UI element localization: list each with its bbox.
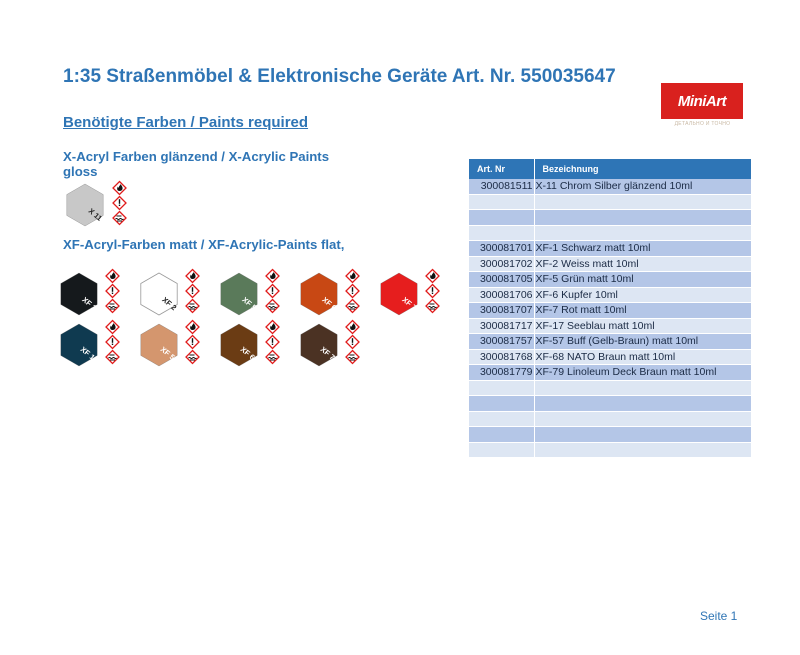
table-header-row xyxy=(469,159,751,179)
hazard-icons xyxy=(112,180,127,227)
paint-code-label: XF 79 xyxy=(318,344,340,365)
table-row xyxy=(469,241,751,257)
cell-bezeichnung xyxy=(534,380,751,396)
paint-chip xyxy=(137,272,181,316)
paints-required-heading: Benötigte Farben / Paints required xyxy=(63,114,309,131)
paint-code-label: XF 68 xyxy=(238,344,260,365)
paint-chip xyxy=(63,183,107,227)
cell-art-nr xyxy=(469,442,534,458)
flat-section-heading: XF-Acryl-Farben matt / XF-Acrylic-Paints flat, xyxy=(63,237,345,252)
paint-code-label: X 11 xyxy=(86,206,104,223)
cell-art-nr: 300081757 xyxy=(469,334,534,350)
paint-chip xyxy=(57,323,101,367)
cell-art-nr: 300081705 xyxy=(469,272,534,288)
page-number: Seite 1 xyxy=(700,609,738,623)
cell-art-nr: 300081779 xyxy=(469,365,534,381)
column-header-art-nr: Art. Nr xyxy=(469,159,534,179)
hazard-icons xyxy=(345,268,360,315)
table-row xyxy=(469,411,751,427)
gloss-section-heading: X-Acryl Farben glänzend / X-Acrylic Paints gloss xyxy=(63,149,330,179)
paint-chip xyxy=(297,272,341,316)
cell-art-nr xyxy=(469,210,534,226)
cell-art-nr xyxy=(469,396,534,412)
hazard-icons xyxy=(185,319,200,366)
paint-code-label: XF 17 xyxy=(78,344,100,365)
logo-subtext: ДЕТАЛЬНО И ТОЧНО xyxy=(674,121,731,127)
hazard-icons xyxy=(425,268,440,315)
table-row xyxy=(469,303,751,319)
table-row xyxy=(469,396,751,412)
hazard-icons xyxy=(105,319,120,366)
cell-bezeichnung: XF-79 Linoleum Deck Braun matt 10ml xyxy=(534,365,751,381)
cell-art-nr xyxy=(469,194,534,210)
table-row xyxy=(469,194,751,210)
cell-bezeichnung xyxy=(534,396,751,412)
table-row xyxy=(469,380,751,396)
cell-bezeichnung xyxy=(534,194,751,210)
hazard-icons xyxy=(105,268,120,315)
cell-art-nr xyxy=(469,411,534,427)
cell-art-nr: 300081717 xyxy=(469,318,534,334)
cell-bezeichnung: X-11 Chrom Silber glänzend 10ml xyxy=(534,179,751,194)
paint-chip xyxy=(137,323,181,367)
cell-art-nr: 300081702 xyxy=(469,256,534,272)
cell-bezeichnung xyxy=(534,411,751,427)
cell-art-nr: 300081768 xyxy=(469,349,534,365)
table-row xyxy=(469,225,751,241)
paint-code-label: XF 6 xyxy=(320,295,339,313)
cell-bezeichnung: XF-5 Grün matt 10ml xyxy=(534,272,751,288)
paint-code-label: XF 5 xyxy=(240,295,259,313)
page-title: 1:35 Straßenmöbel & Elektronische Geräte Art. Nr. 550035647 xyxy=(63,66,616,87)
paint-table xyxy=(469,159,752,458)
paint-code-label: XF 57 xyxy=(158,344,180,365)
cell-bezeichnung xyxy=(534,442,751,458)
table-row xyxy=(469,427,751,443)
paint-code-label: XF 2 xyxy=(160,295,179,313)
cell-art-nr xyxy=(469,225,534,241)
cell-art-nr: 300081511 xyxy=(469,179,534,194)
table-row xyxy=(469,256,751,272)
cell-art-nr xyxy=(469,380,534,396)
cell-art-nr: 300081706 xyxy=(469,287,534,303)
cell-bezeichnung: XF-1 Schwarz matt 10ml xyxy=(534,241,751,257)
cell-art-nr: 300081707 xyxy=(469,303,534,319)
paint-chip xyxy=(297,323,341,367)
cell-bezeichnung: XF-17 Seeblau matt 10ml xyxy=(534,318,751,334)
cell-bezeichnung: XF-2 Weiss matt 10ml xyxy=(534,256,751,272)
paint-code-label: XF 1 xyxy=(80,295,99,313)
hazard-icons xyxy=(265,268,280,315)
cell-bezeichnung xyxy=(534,225,751,241)
table-row xyxy=(469,442,751,458)
paint-chip xyxy=(217,323,261,367)
cell-bezeichnung xyxy=(534,427,751,443)
hazard-icons xyxy=(345,319,360,366)
cell-bezeichnung: XF-68 NATO Braun matt 10ml xyxy=(534,349,751,365)
logo-text: MiniArt xyxy=(677,93,727,110)
table-row xyxy=(469,179,751,194)
cell-bezeichnung xyxy=(534,210,751,226)
cell-bezeichnung: XF-57 Buff (Gelb-Braun) matt 10ml xyxy=(534,334,751,350)
table-row xyxy=(469,287,751,303)
table-row xyxy=(469,334,751,350)
miniart-logo xyxy=(661,83,743,119)
cell-art-nr: 300081701 xyxy=(469,241,534,257)
table-row xyxy=(469,210,751,226)
paint-chip xyxy=(217,272,261,316)
column-header-bezeichnung: Bezeichnung xyxy=(534,159,751,179)
table-row xyxy=(469,272,751,288)
cell-art-nr xyxy=(469,427,534,443)
hazard-icons xyxy=(185,268,200,315)
table-row xyxy=(469,349,751,365)
cell-bezeichnung: XF-6 Kupfer 10ml xyxy=(534,287,751,303)
table-row xyxy=(469,318,751,334)
paint-chip xyxy=(377,272,421,316)
cell-bezeichnung: XF-7 Rot matt 10ml xyxy=(534,303,751,319)
hazard-icons xyxy=(265,319,280,366)
paint-code-label: XF 7 xyxy=(400,295,419,313)
table-row xyxy=(469,365,751,381)
paint-chip xyxy=(57,272,101,316)
